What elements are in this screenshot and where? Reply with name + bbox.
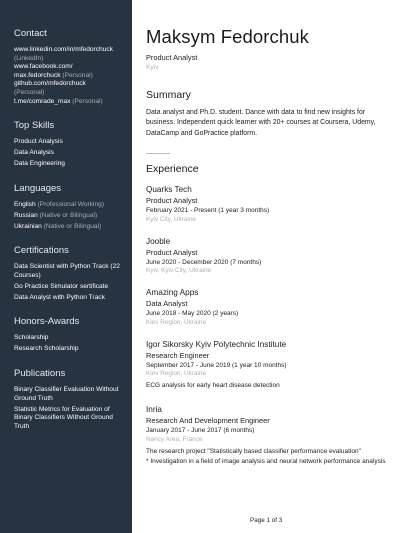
contact-line-label: (Personal): [70, 97, 103, 105]
contact-linkedin-link[interactable]: [14, 46, 124, 63]
job-description: The research project "Statistically based classifier performance evaluation": [146, 447, 361, 455]
certifications-heading: Certifications: [14, 245, 69, 257]
honor-item: Scholarship: [14, 334, 49, 342]
job-location: Kyiv, Kyiv City, Ukraine: [146, 267, 212, 275]
job-dates: February 2021 - Present (1 year 3 months): [146, 207, 270, 215]
language-name: Ukrainian: [14, 222, 42, 230]
experience-item: [146, 405, 392, 467]
contact-github-link[interactable]: [14, 80, 124, 97]
language-item: [14, 223, 124, 232]
language-name: Russian: [14, 211, 38, 219]
experience-item: [146, 185, 392, 223]
language-level: (Professional Working): [35, 200, 105, 208]
skill-item: Data Analysis: [14, 149, 54, 157]
job-dates: September 2017 - June 2019 (1 year 10 months): [146, 361, 287, 369]
contact-heading: Contact: [14, 28, 47, 39]
job-location: Kiev Region, Ukraine: [146, 370, 207, 378]
page-number: Page 1 of 3: [250, 517, 283, 524]
contact-line: github.com/mfedorchuck: [14, 80, 86, 88]
job-title: Research Engineer: [146, 350, 210, 360]
experience-item: [146, 237, 392, 275]
language-item: [14, 212, 124, 221]
profile-headline: Product Analyst: [146, 53, 198, 62]
skill-item: Product Analysis: [14, 138, 63, 146]
skills-heading: Top Skills: [14, 120, 55, 132]
job-title: Data Analyst: [146, 299, 188, 309]
company-name: Igor Sikorsky Kyiv Polytechnic Institute: [146, 339, 287, 349]
languages-section: [14, 183, 124, 232]
language-level: (Native or Bilingual): [37, 211, 98, 219]
skill-item: Data Engineering: [14, 160, 65, 168]
contact-line: [14, 98, 124, 107]
summary-heading: Summary: [146, 89, 191, 101]
profile-location: Kyiv: [146, 64, 159, 71]
job-location: Nancy Area, France: [146, 435, 203, 443]
publications-section: [14, 368, 124, 431]
publication-item: Binary Classifier Evaluation Without Ground Truth: [14, 386, 119, 402]
contact-line: www.facebook.com/: [14, 63, 73, 71]
company-name: Amazing Apps: [146, 288, 199, 298]
contact-line: www.linkedin.com/in/mfedorchuck: [14, 46, 113, 53]
sidebar: [0, 0, 132, 533]
honors-section: [14, 316, 124, 354]
job-title: Product Analyst: [146, 247, 198, 257]
job-dates: June 2018 - May 2020 (2 years): [146, 310, 239, 318]
skills-section: [14, 120, 124, 169]
contact-line: [14, 72, 124, 81]
profile-name: Maksym Fedorchuk: [146, 26, 310, 47]
certifications-section: [14, 245, 124, 302]
contact-line-label: (Personal): [14, 88, 45, 96]
certification-item: Data Scientist with Python Track (22 Courses): [14, 263, 120, 279]
main-content: [146, 26, 392, 526]
certification-item: Data Analyst with Python Track: [14, 293, 105, 301]
language-name: English: [14, 200, 36, 208]
company-name: Jooble: [146, 236, 171, 246]
job-title: Research And Development Engineer: [146, 416, 270, 426]
contact-facebook-link[interactable]: [14, 63, 124, 80]
honor-item: Research Scholarship: [14, 345, 79, 353]
summary-text: Data analyst and Ph.D. student. Dance with data to find new insights for business. Independent quick learner with 20+ courses at Coursera, Udemy, DataCamp and GoPractice platform.: [146, 109, 376, 137]
contact-line-text: max.fedorchuck: [14, 71, 61, 79]
job-location: Kiev Region, Ukraine: [146, 318, 207, 326]
experience-item: [146, 288, 392, 326]
section-divider: [146, 153, 170, 154]
experience-item: [146, 340, 392, 392]
language-level: (Native or Bilingual): [41, 222, 102, 230]
job-location: Kyiv City, Ukraine: [146, 215, 196, 223]
language-item: [14, 201, 124, 210]
job-title: Product Analyst: [146, 196, 198, 206]
job-dates: January 2017 - June 2017 (6 months): [146, 427, 255, 435]
honors-heading: Honors-Awards: [14, 316, 80, 328]
publication-item: Statistic Metrics for Evaluation of Binary Classifiers Without Ground Truth: [14, 405, 113, 430]
contact-line-text: t.me/comrade_max: [14, 97, 71, 105]
certification-item: Go Practice Simulator sertificate: [14, 282, 109, 290]
languages-heading: Languages: [14, 182, 62, 194]
job-description: * Investigation in a field of image analysis and neural network performance analysis: [146, 457, 386, 465]
contact-section: [14, 28, 124, 106]
company-name: Quarks Tech: [146, 185, 192, 195]
job-dates: June 2020 - December 2020 (7 months): [146, 258, 262, 266]
contact-telegram-link[interactable]: [14, 98, 124, 107]
experience-heading: Experience: [146, 163, 199, 176]
contact-line-label: (LinkedIn): [14, 54, 44, 62]
contact-line-label: (Personal): [60, 71, 93, 79]
job-description: ECG analysis for early heart disease detection: [146, 382, 280, 390]
publications-heading: Publications: [14, 368, 66, 380]
company-name: Inria: [146, 405, 162, 415]
